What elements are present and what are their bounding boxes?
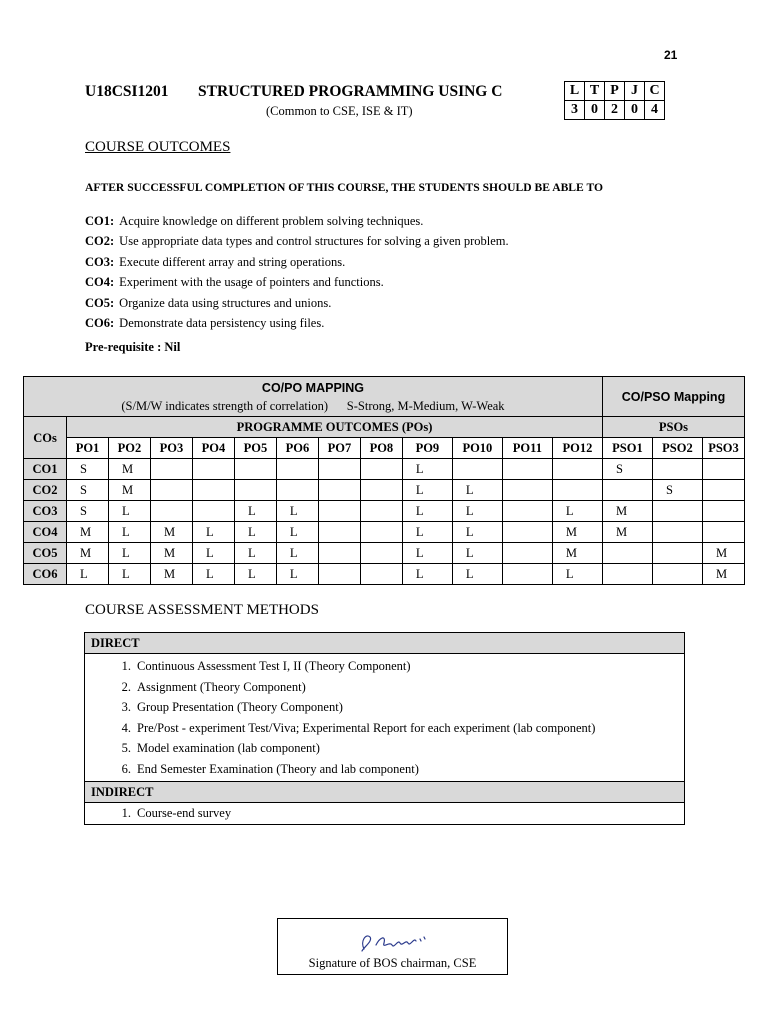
mapping-body — [24, 459, 745, 585]
mapping-cell — [192, 480, 234, 501]
signature-caption: Signature of BOS chairman, CSE — [308, 956, 477, 970]
outcome-item — [85, 293, 509, 313]
ltpjc-label: P — [605, 82, 625, 101]
mapping-cell — [360, 522, 402, 543]
mapping-cell: L — [276, 501, 318, 522]
mapping-cell — [652, 522, 702, 543]
item-number: 3. — [121, 700, 131, 714]
mapping-cell: L — [552, 501, 602, 522]
co-row — [24, 501, 745, 522]
outcome-text: Organize data using structures and unions. — [119, 295, 332, 310]
co-po-mapping-table — [23, 376, 745, 585]
mapping-cell: L — [276, 543, 318, 564]
column-header: PSO3 — [702, 438, 744, 459]
column-header: PO1 — [67, 438, 109, 459]
outcome-item — [85, 272, 509, 292]
column-header: PO6 — [276, 438, 318, 459]
mapping-cell — [150, 480, 192, 501]
column-header: PO12 — [552, 438, 602, 459]
mapping-cell — [234, 459, 276, 480]
outcome-code: CO3: — [85, 254, 115, 269]
column-header: PO5 — [234, 438, 276, 459]
mapping-cell: L — [402, 480, 452, 501]
pso-group-header: PSOs — [602, 417, 744, 438]
co-label: CO3 — [24, 501, 67, 522]
mapping-cell — [318, 501, 360, 522]
mapping-cell — [652, 543, 702, 564]
direct-list — [91, 654, 678, 781]
mapping-cell: L — [234, 564, 276, 585]
mapping-cell: L — [234, 543, 276, 564]
mapping-cell: L — [452, 522, 502, 543]
mapping-cell — [502, 480, 552, 501]
assessment-table — [84, 632, 685, 825]
mapping-cell: L — [452, 543, 502, 564]
mapping-cell: L — [402, 501, 452, 522]
column-header: PO8 — [360, 438, 402, 459]
mapping-cell: L — [67, 564, 109, 585]
mapping-cell — [150, 501, 192, 522]
mapping-cell: L — [108, 543, 150, 564]
mapping-cell — [192, 501, 234, 522]
ltpjc-label: T — [585, 82, 605, 101]
outcome-code: CO6: — [85, 315, 115, 330]
outcome-item — [85, 231, 509, 251]
mapping-cell: M — [552, 522, 602, 543]
po-group-header: PROGRAMME OUTCOMES (POs) — [67, 417, 603, 438]
co-row — [24, 564, 745, 585]
mapping-cell — [552, 480, 602, 501]
mapping-cell: S — [652, 480, 702, 501]
mapping-title: CO/PO MAPPING — [261, 380, 365, 395]
direct-item — [91, 656, 678, 677]
mapping-cell: L — [452, 501, 502, 522]
mapping-cell — [452, 459, 502, 480]
ltpjc-value: 0 — [625, 101, 645, 120]
outcome-code: CO4: — [85, 275, 115, 290]
column-header: PO9 — [402, 438, 452, 459]
mapping-cell: L — [452, 564, 502, 585]
page-number: 21 — [664, 48, 678, 62]
outcome-code: CO1: — [85, 214, 115, 228]
mapping-cell: L — [192, 543, 234, 564]
indirect-item — [91, 803, 678, 824]
mapping-cell: S — [67, 480, 109, 501]
assessment-heading: COURSE ASSESSMENT METHODS — [85, 602, 319, 618]
mapping-cell — [234, 480, 276, 501]
column-header: PO2 — [108, 438, 150, 459]
mapping-cell — [318, 543, 360, 564]
outcome-item — [85, 252, 509, 272]
outcome-code: CO5: — [85, 295, 115, 310]
ltpjc-label: C — [645, 82, 665, 101]
mapping-cell: L — [402, 543, 452, 564]
co-label: CO2 — [24, 480, 67, 501]
mapping-cell — [702, 459, 744, 480]
mapping-cell — [276, 459, 318, 480]
mapping-cell: M — [702, 543, 744, 564]
direct-item — [91, 718, 678, 739]
mapping-cell — [552, 459, 602, 480]
item-number: 2. — [121, 679, 131, 694]
mapping-cell — [318, 564, 360, 585]
mapping-cell — [360, 459, 402, 480]
item-number: 6. — [121, 761, 131, 776]
column-header: PO3 — [150, 438, 192, 459]
mapping-cell — [318, 522, 360, 543]
outcome-code: CO2: — [85, 234, 115, 249]
mapping-cell — [276, 480, 318, 501]
item-number: 1. — [121, 659, 131, 673]
column-header: PO4 — [192, 438, 234, 459]
pso-mapping-title-cell — [602, 377, 744, 417]
mapping-group-row — [24, 417, 745, 438]
item-number: 5. — [121, 741, 131, 755]
item-number: 1. — [121, 806, 131, 820]
mapping-cell — [502, 522, 552, 543]
ltpjc-label: L — [565, 82, 585, 101]
outcomes-intro: AFTER SUCCESSFUL COMPLETION OF THIS COURSE, THE STUDENTS SHOULD BE ABLE TO — [85, 181, 603, 194]
direct-header: DIRECT — [85, 633, 685, 654]
outcomes-list — [85, 211, 509, 333]
mapping-cell — [702, 522, 744, 543]
mapping-cell: M — [602, 522, 652, 543]
mapping-cell: L — [402, 459, 452, 480]
mapping-cell — [602, 564, 652, 585]
mapping-column-row — [24, 438, 745, 459]
column-header: PO7 — [318, 438, 360, 459]
mapping-cell: L — [108, 564, 150, 585]
ltpjc-value: 4 — [645, 101, 665, 120]
mapping-cell: S — [67, 501, 109, 522]
mapping-cell: L — [276, 564, 318, 585]
direct-item — [91, 759, 678, 780]
direct-item — [91, 738, 678, 759]
mapping-cell — [502, 459, 552, 480]
column-header: PSO1 — [602, 438, 652, 459]
outcome-text: Use appropriate data types and control structures for solving a given problem. — [119, 234, 509, 249]
mapping-legend: (S/M/W indicates strength of correlation) S-Strong, M-Medium, W-Weak — [121, 398, 505, 413]
mapping-cell: M — [108, 459, 150, 480]
mapping-cell: S — [602, 459, 652, 480]
mapping-cell — [502, 564, 552, 585]
co-row — [24, 459, 745, 480]
mapping-cell — [502, 501, 552, 522]
mapping-cell — [150, 459, 192, 480]
ltpjc-value: 0 — [585, 101, 605, 120]
direct-item — [91, 677, 678, 698]
item-number: 4. — [121, 720, 131, 735]
direct-item — [91, 697, 678, 718]
mapping-cell: L — [452, 480, 502, 501]
mapping-cell: L — [402, 564, 452, 585]
mapping-cell: M — [150, 522, 192, 543]
mapping-cell: L — [276, 522, 318, 543]
outcome-text: Demonstrate data persistency using files. — [119, 315, 325, 330]
ltpjc-value: 2 — [605, 101, 625, 120]
mapping-cell — [360, 543, 402, 564]
mapping-cell — [318, 480, 360, 501]
mapping-cell — [192, 459, 234, 480]
signature-scribble — [356, 927, 436, 957]
mapping-cell: M — [150, 564, 192, 585]
indirect-list — [91, 803, 678, 824]
course-title: STRUCTURED PROGRAMMING USING C — [198, 83, 503, 100]
column-header: PO10 — [452, 438, 502, 459]
course-code: U18CSI1201 — [85, 83, 169, 100]
ltpjc-value-row — [565, 101, 665, 120]
item-text: Model examination (lab component) — [137, 741, 320, 755]
item-text: End Semester Examination (Theory and lab component) — [137, 761, 419, 776]
mapping-cell — [502, 543, 552, 564]
mapping-cell: M — [150, 543, 192, 564]
ltpjc-label: J — [625, 82, 645, 101]
mapping-cell — [702, 480, 744, 501]
mapping-cell: L — [192, 564, 234, 585]
mapping-cell — [360, 501, 402, 522]
mapping-cell: M — [67, 522, 109, 543]
mapping-cell: L — [108, 522, 150, 543]
mapping-cell: L — [108, 501, 150, 522]
indirect-list-row — [85, 803, 685, 825]
mapping-cell: M — [67, 543, 109, 564]
ltpjc-label-row — [565, 82, 665, 101]
mapping-cell: L — [552, 564, 602, 585]
mapping-cell — [602, 543, 652, 564]
co-label: CO4 — [24, 522, 67, 543]
mapping-cell — [360, 564, 402, 585]
item-text: Continuous Assessment Test I, II (Theory Component) — [137, 659, 411, 673]
mapping-cell: M — [602, 501, 652, 522]
mapping-cell: S — [67, 459, 109, 480]
mapping-title-cell — [24, 377, 603, 417]
mapping-title-row — [24, 377, 745, 417]
mapping-cell: L — [234, 501, 276, 522]
ltpjc-table — [564, 81, 665, 120]
co-label: CO1 — [24, 459, 67, 480]
mapping-cell: M — [108, 480, 150, 501]
item-text: Pre/Post - experiment Test/Viva; Experimental Report for each experiment (lab component) — [137, 720, 596, 735]
mapping-cell — [652, 501, 702, 522]
pso-mapping-title: CO/PSO Mapping — [621, 389, 726, 404]
mapping-cell — [318, 459, 360, 480]
outcome-item — [85, 313, 509, 333]
mapping-cell — [360, 480, 402, 501]
indirect-header: INDIRECT — [85, 782, 685, 803]
outcome-text: Acquire knowledge on different problem solving techniques. — [119, 214, 424, 228]
outcome-text: Experiment with the usage of pointers and functions. — [119, 275, 384, 290]
mapping-cell — [602, 480, 652, 501]
direct-list-row — [85, 654, 685, 782]
item-text: Group Presentation (Theory Component) — [137, 700, 343, 714]
co-label: CO6 — [24, 564, 67, 585]
indirect-header-row — [85, 782, 685, 803]
prerequisite: Pre-requisite : Nil — [85, 340, 181, 354]
mapping-cell — [652, 459, 702, 480]
co-row — [24, 522, 745, 543]
direct-list-cell — [85, 654, 685, 782]
item-text: Course-end survey — [137, 806, 232, 820]
course-outcomes-heading: COURSE OUTCOMES — [85, 139, 231, 155]
cos-header: COs — [24, 417, 67, 459]
column-header: PO11 — [502, 438, 552, 459]
signature-box — [277, 918, 508, 975]
mapping-cell: M — [702, 564, 744, 585]
outcome-text: Execute different array and string operations. — [119, 254, 346, 269]
mapping-cell: M — [552, 543, 602, 564]
outcome-item — [85, 211, 509, 231]
item-text: Assignment (Theory Component) — [137, 679, 306, 694]
column-header: PSO2 — [652, 438, 702, 459]
mapping-cell: L — [402, 522, 452, 543]
mapping-cell: L — [234, 522, 276, 543]
ltpjc-value: 3 — [565, 101, 585, 120]
indirect-list-cell — [85, 803, 685, 825]
mapping-cell — [702, 501, 744, 522]
co-row — [24, 480, 745, 501]
direct-header-row — [85, 633, 685, 654]
mapping-cell — [652, 564, 702, 585]
co-label: CO5 — [24, 543, 67, 564]
course-subtitle: (Common to CSE, ISE & IT) — [266, 104, 413, 118]
co-row — [24, 543, 745, 564]
mapping-cell: L — [192, 522, 234, 543]
